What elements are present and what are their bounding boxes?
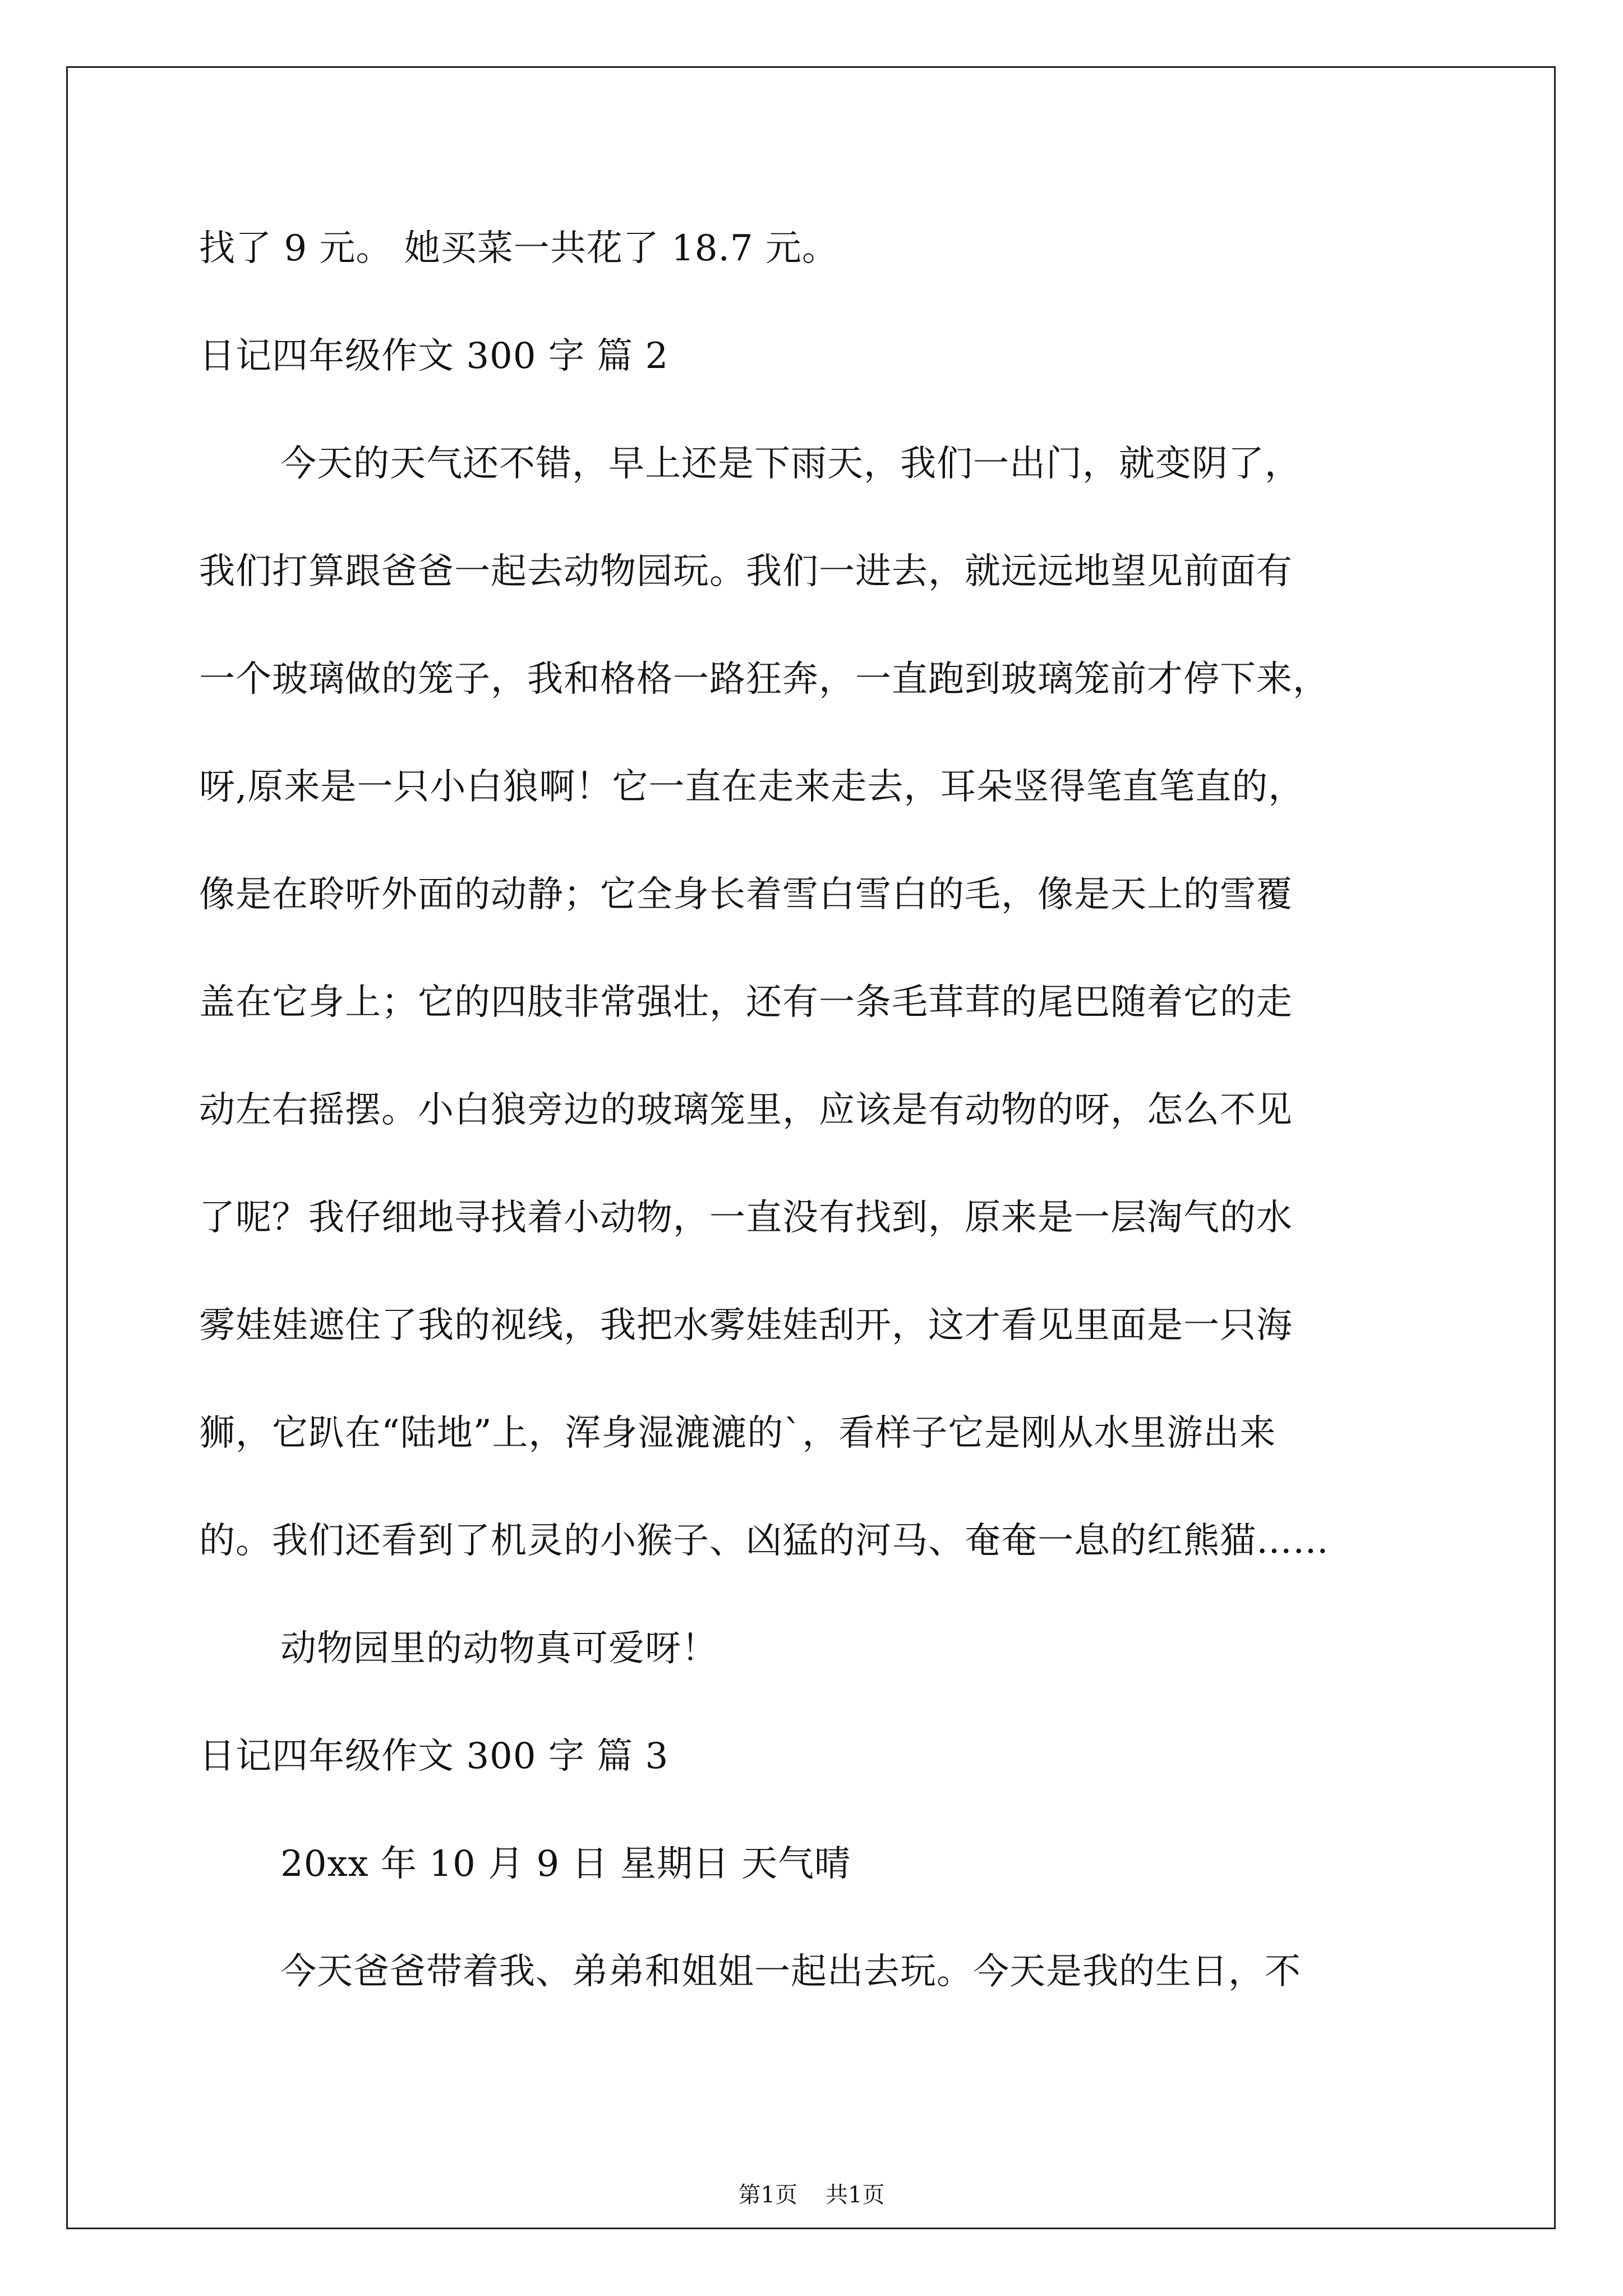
- page-number: 第1页: [738, 2182, 797, 2208]
- paragraph-line: 像是在聆听外面的动静；它全身长着雪白雪白的毛，像是天上的雪覆: [199, 874, 1293, 915]
- paragraph-line: 呀,原来是一只小白狼啊！它一直在走来走去，耳朵竖得笔直笔直的，: [199, 766, 1305, 808]
- paragraph-line: 动物园里的动物真可爱呀！: [280, 1628, 718, 1669]
- paragraph-line: 今天的天气还不错，早上还是下雨天，我们一出门，就变阴了，: [280, 443, 1301, 485]
- paragraph-line: 雾娃娃遮住了我的视线，我把水雾娃娃刮开，这才看见里面是一只海: [199, 1305, 1293, 1346]
- paragraph-line: 今天爸爸带着我、弟弟和姐姐一起出去玩。今天是我的生日，不: [280, 1951, 1301, 1993]
- paragraph-line: 动左右摇摆。小白狼旁边的玻璃笼里，应该是有动物的呀，怎么不见: [199, 1089, 1293, 1131]
- paragraph-line: 一个玻璃做的笼子，我和格格一路狂奔，一直跑到玻璃笼前才停下来，: [199, 659, 1329, 700]
- paragraph-line: 了呢？我仔细地寻找着小动物，一直没有找到，原来是一层淘气的水: [199, 1197, 1293, 1239]
- section-heading-3: 日记四年级作文 300 字 篇 3: [199, 1736, 669, 1777]
- text-line-1: 找了 9 元。 她买菜一共花了 18.7 元。: [199, 228, 838, 269]
- paragraph-line: 的。我们还看到了机灵的小猴子、凶猛的河马、奄奄一息的红熊猫……: [199, 1520, 1329, 1562]
- page-footer: [0, 2179, 1623, 2211]
- paragraph-line: 狮，它趴在“陆地”上，浑身湿漉漉的`，看样子它是刚从水里游出来: [199, 1412, 1276, 1454]
- page-border: [66, 66, 1556, 2229]
- paragraph-line: 盖在它身上；它的四肢非常强壮，还有一条毛茸茸的尾巴随着它的走: [199, 982, 1293, 1023]
- page-total: 共1页: [826, 2182, 885, 2208]
- section-heading-2: 日记四年级作文 300 字 篇 2: [199, 335, 669, 377]
- diary-date-line: 20xx 年 10 月 9 日 星期日 天气晴: [280, 1843, 851, 1885]
- paragraph-line: 我们打算跟爸爸一起去动物园玩。我们一进去，就远远地望见前面有: [199, 551, 1293, 592]
